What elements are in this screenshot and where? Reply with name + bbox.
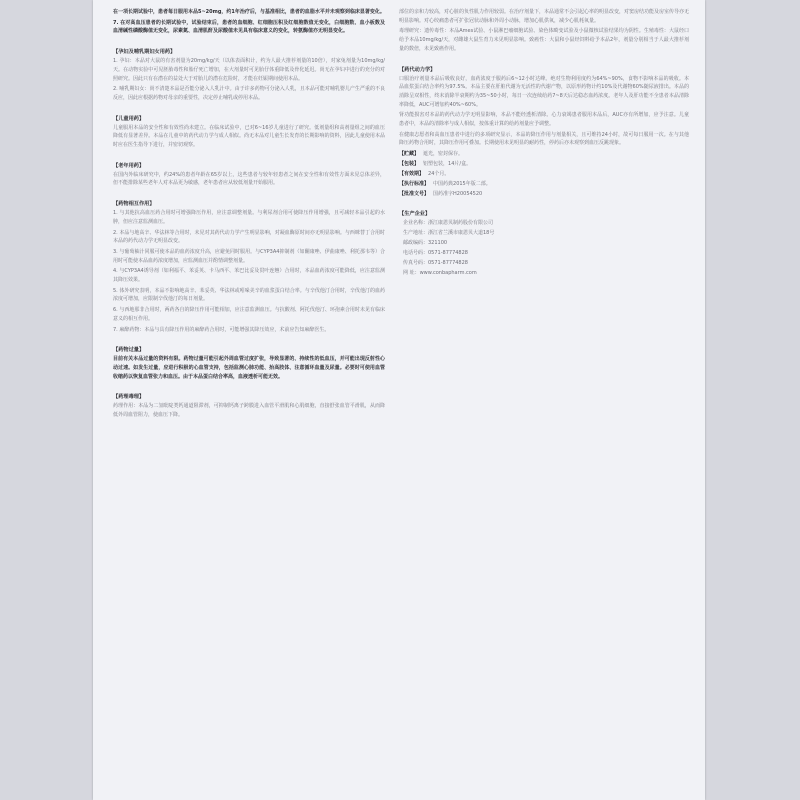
body-paragraph: 毒理研究：遗传毒性：本品Ames试验、小鼠淋巴瘤细胞试验、染色体畸变试验及小鼠微核试验结果均为阴性。生殖毒性：大鼠经口给予本品10mg/kg/天，对雌雄大鼠生育力未见明显影响。致癌性：大鼠和小鼠经饲料给予本品2年，剂量分别相当于人最大推荐剂量的数倍，未见致癌作用。	[399, 28, 689, 52]
left-column	[113, 8, 385, 796]
section-heading: 【药代动力学】	[399, 66, 436, 73]
info-field-value: 铝塑包装，14片/盒。	[423, 161, 472, 168]
body-paragraph: 5. 体外研究表明，本品不影响地高辛、苯妥英、华法林或吲哚美辛的血浆蛋白结合率。与辛伐他汀合用时，辛伐他汀的血药浓度可增加，应限制辛伐他汀的每日剂量。	[113, 287, 385, 303]
info-field	[399, 269, 689, 278]
body-paragraph: 部位的亲和力较高，对心脏的负性肌力作用较弱。在治疗剂量下，本品通常不会引起心率的明显改变，对窦房结功能及房室传导亦无明显影响。对心绞痛患者可扩张冠状动脉和外周小动脉，增加心肌供氧，减少心肌耗氧量。	[399, 9, 689, 24]
info-field	[399, 170, 689, 179]
info-field	[399, 150, 689, 159]
body-paragraph: 肾功能损害对本品的药代动力学无明显影响，本品不能经透析清除。心力衰竭患者服用本品后，AUC亦有所增加，应予注意。儿童患者中，本品的清除率与成人相似，按体重计算的给药剂量应予调整。	[399, 112, 689, 128]
info-field-value: 遮光，密封保存。	[423, 151, 464, 158]
body-paragraph: 7. 在对高血压患者的长期试验中，试验结束后，患者的血细胞、红细胞压积及红细胞数值无变化，白细胞数、血小板数及血清碱性磷酸酶值无变化，尿素氮、血清肌酐及尿酸值未见具有临床意义的变化，转氨酶值亦无明显变化。	[113, 19, 385, 35]
body-paragraph: 7. 麻醉药物：本品与具有降压作用的麻醉药合用时，可能增强其降压效应，术前应告知麻醉医生。	[113, 326, 330, 333]
info-field	[399, 259, 689, 268]
info-field-label: 【批准文号】	[399, 191, 430, 198]
body-paragraph: 6. 与西地那非合用时，两药各自的降压作用可能相加，应注意监测血压。与抗酸剂、阿托伐他汀、环孢素合用时未见有临床意义的相互作用。	[113, 307, 385, 322]
body-paragraph: 在国内外临床研究中，约24%的患者年龄在65岁以上，这些患者与较年轻患者之间在安全性和有效性方面未见总体差异，但不能排除某些老年人对本品更为敏感，老年患者应从较低剂量开始服用。	[113, 171, 385, 187]
info-field-value: 电话号码：0571-87774828	[403, 250, 468, 257]
info-field-label: 【包装】	[399, 161, 420, 168]
info-field-label: 【执行标准】	[399, 181, 430, 188]
section-heading: 【儿童用药】	[113, 115, 145, 122]
body-paragraph: 药理作用：本品为二氢吡啶类钙通道阻滞剂，可抑制钙离子跨膜进入血管平滑肌和心肌细胞，直接舒张血管平滑肌，从而降低外周血管阻力，使血压下降。	[113, 403, 385, 419]
info-field-value: 邮政编码：321100	[403, 240, 448, 247]
info-field-label: 【有效期】	[399, 171, 425, 178]
body-paragraph: 儿童服用本品的安全性和有效性尚未建立。在临床试验中，已对6~16岁儿童进行了研究。低剂量组和高剂量组之间的血压降低有显著差异。本品在儿童中的药代动力学与成人相似。尚无本品对儿童生长发育的长期影响的资料，因此儿童使用本品时应在医生指导下进行，并密切观察。	[113, 124, 385, 149]
body-paragraph: 在一项长期试验中，患者每日服用本品5~20mg，约1年治疗后，与基准相比，患者的血脂水平并未观察到临床显著变化。	[113, 9, 385, 15]
info-field	[399, 180, 689, 189]
body-paragraph: 4. 与CYP3A4诱导剂（如利福平、苯妥英、卡马西平、苯巴比妥及贯叶连翘）合用时，本品血药浓度可能降低，应注意监测其降压效果。	[113, 268, 385, 284]
info-field-label: 【贮藏】	[399, 151, 420, 158]
body-paragraph: 目前有关本品过量的资料有限。药物过量可能引起外周血管过度扩张，导致显著的、持续性的低血压，并可能出现反射性心动过速。如发生过量，应进行积极的心血管支持，包括监测心肺功能、抬高肢体、注意循环血量及尿量。必要时可使用血管收缩药以恢复血管张力和血压。由于本品蛋白结合率高，血液透析可能无效。	[113, 356, 385, 380]
body-paragraph: 1. 孕妇：本品对大鼠的有害剂量为20mg/kg/天（以体表面积计，约为人最大推荐剂量的10倍），对家兔剂量为10mg/kg/天。在动物实验中可见胚胎毒性和胎仔死亡增加，在大剂量时可见胎仔体重降低及骨化延迟。尚无在孕妇中进行的充分的对照研究。因此只有在潜在的益处大于对胎儿的潜在危险时，才能在妊娠期间使用本品。	[113, 58, 385, 82]
info-field-value: 传真号码：0571-87774828	[403, 260, 468, 267]
body-paragraph: 在健康志愿者和高血压患者中进行的多项研究显示，本品的降压作用与剂量相关，且可维持24小时，故可每日服用一次。在与其他降压药物合用时，其降压作用可叠加。长期使用未见明显的耐药性，停药后亦未观察到血压反跳现象。	[399, 131, 689, 147]
section-heading: 【老年用药】	[113, 162, 145, 169]
right-column	[399, 8, 689, 796]
info-field-value: 网 址：www.conbapharm.com	[403, 270, 477, 277]
package-insert-sheet	[93, 0, 705, 800]
section-heading: 【药物过量】	[113, 347, 145, 354]
section-heading: 【药理毒理】	[113, 394, 145, 401]
info-field-value: 生产地址：浙江省兰溪市康恩贝大道18号	[403, 230, 495, 237]
info-field	[399, 229, 689, 238]
info-field	[399, 239, 689, 248]
body-paragraph: 2. 哺乳期妇女：尚不清楚本品是否能分泌入人乳汁中。由于许多药物可分泌入人乳，且本品可能对哺乳婴儿产生严重的不良反应，因此应根据药物对母亲的重要性，决定停止哺乳或停用本品。	[113, 86, 385, 101]
section-heading: 【孕妇及哺乳期妇女用药】	[113, 49, 176, 56]
body-paragraph: 1. 与其他抗高血压药合用时可增强降压作用，应注意调整剂量。与利尿剂合用可使降压作用增强，且可减轻本品引起的水肿，但应注意监测血压。	[113, 210, 385, 225]
body-paragraph: 3. 与葡萄柚汁同服可使本品的血药浓度升高，应避免同时服用。与CYP3A4抑制剂（如酮康唑、伊曲康唑、利托那韦等）合用时可能使本品血药浓度增加，应监测血压并酌情调整剂量。	[113, 248, 385, 264]
info-field	[399, 219, 689, 228]
info-field	[399, 160, 689, 169]
info-field-value: 中国药典2015年版二部。	[433, 181, 491, 188]
section-heading: 【生产企业】	[399, 211, 431, 218]
section-heading: 【药物相互作用】	[113, 201, 155, 208]
info-field	[399, 190, 689, 199]
info-field-value: 24个月。	[428, 171, 450, 178]
info-field-value: 国药准字H20054520	[433, 191, 483, 198]
body-paragraph: 口服治疗剂量本品后吸收良好，血药浓度于服药后6~12小时达峰。绝对生物利用度约为64%~90%，食物不影响本品的吸收。本品血浆蛋白结合率约为97.5%。本品主要在肝脏代谢为无活性的代谢产物，以原形药物计约10%及代谢物60%随尿液排出。本品的消除呈双相性，终末消除半衰期约为35~50小时，每日一次连续给药7~8天后达稳态血药浓度。老年人及肝功能不全患者本品清除率降低，AUC可增加约40%~60%。	[399, 75, 689, 108]
info-field-value: 企业名称：浙江康恩贝制药股份有限公司	[403, 220, 494, 227]
info-field	[399, 249, 689, 258]
body-paragraph: 2. 本品与地高辛、华法林等合用时，未见对其药代动力学产生明显影响，对凝血酶原时间亦无明显影响。与西咪替丁合用时本品的药代动力学无明显改变。	[113, 229, 385, 245]
